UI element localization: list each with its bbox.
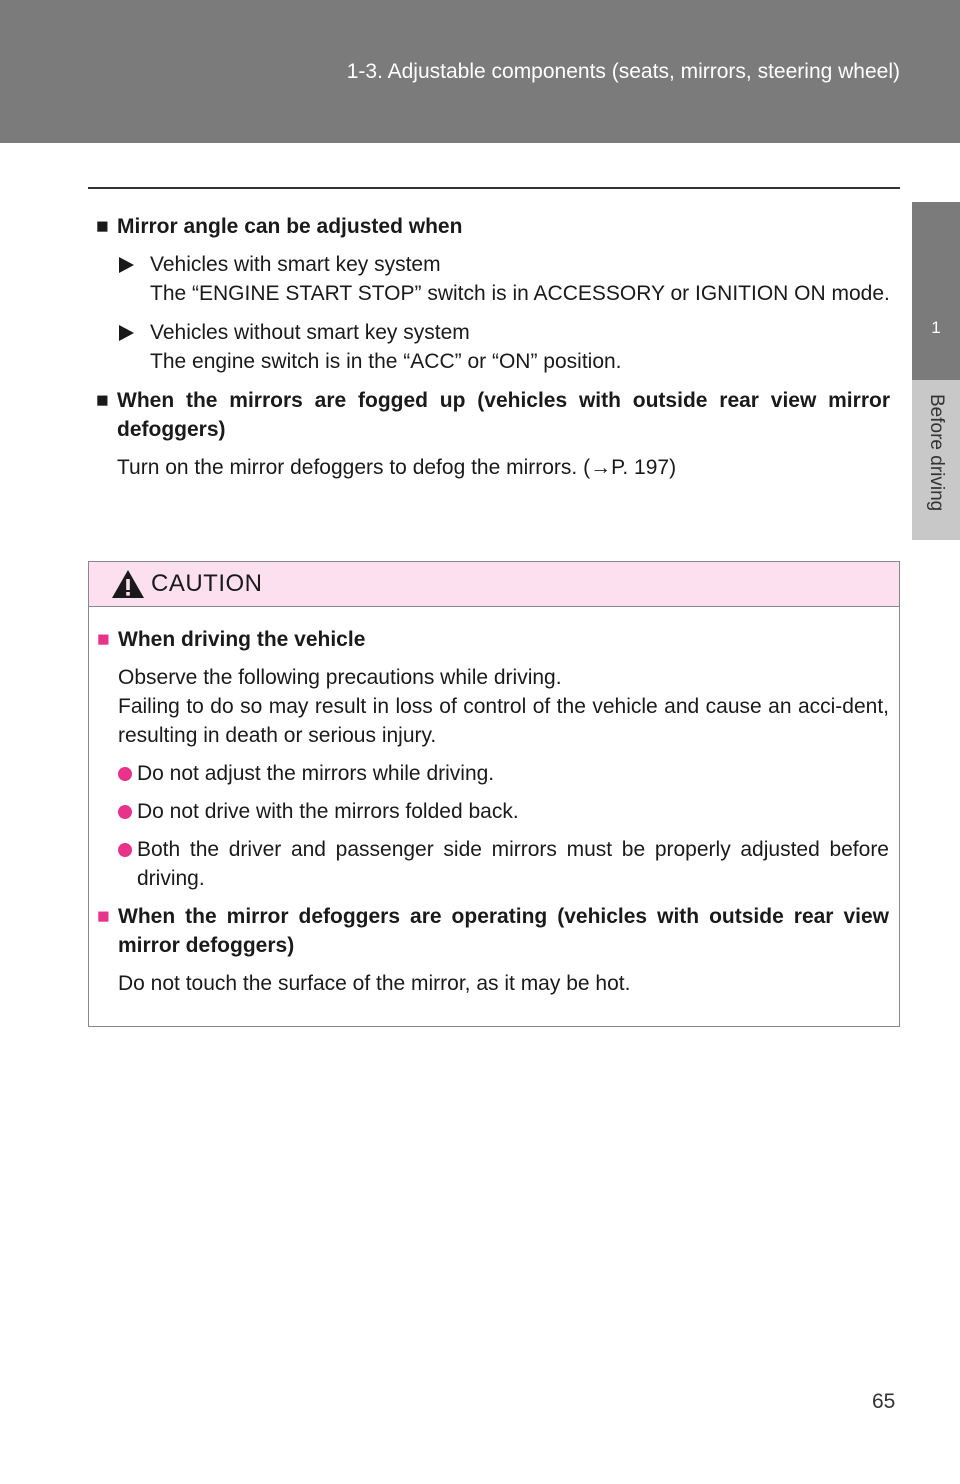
item-text: The “ENGINE START STOP” switch is in ACCESSORY or IGNITION ON mode.: [150, 282, 890, 305]
caution-text: Failing to do so may result in loss of control of the vehicle and cause an acci-dent, resulting in death or serious injury.: [118, 695, 889, 747]
square-marker-icon: ■: [96, 215, 109, 238]
section-body: Turn on the mirror defoggers to defog the mirrors. (→P. 197): [117, 456, 677, 479]
caution-title: CAUTION: [151, 570, 263, 597]
caution-section-heading: ■ When the mirror defoggers are operating (vehicles with outside rear view mirror defoggers): [97, 902, 889, 960]
main-content: [96, 212, 890, 482]
caution-box: [88, 561, 900, 1027]
arrow-right-icon: [119, 325, 134, 341]
page-number: 65: [872, 1390, 896, 1413]
chapter-title: 1-3. Adjustable components (seats, mirrors, steering wheel): [346, 60, 900, 83]
caution-bullet: Both the driver and passenger side mirrors must be properly adjusted before driving.: [97, 835, 889, 893]
side-tab-number: 1: [931, 318, 941, 337]
item-text: The engine switch is in the “ACC” or “ON” position.: [150, 350, 622, 373]
item-title: Vehicles without smart key system: [150, 321, 470, 344]
bullet-dot-icon: [118, 767, 132, 781]
list-item: [96, 250, 890, 308]
item-title: Vehicles with smart key system: [150, 253, 441, 276]
caution-section-heading: ■ When driving the vehicle: [97, 625, 889, 654]
square-marker-icon: ■: [97, 628, 110, 651]
section-heading: ■ Mirror angle can be adjusted when: [96, 212, 890, 241]
square-marker-icon: ■: [96, 389, 109, 412]
caution-body: [89, 607, 899, 998]
list-item: [96, 318, 890, 376]
bullet-dot-icon: [118, 843, 132, 857]
bullet-dot-icon: [118, 805, 132, 819]
arrow-right-icon: [119, 257, 134, 273]
square-marker-icon: ■: [97, 905, 110, 928]
caution-header: [89, 562, 899, 607]
warning-triangle-icon: [111, 568, 145, 600]
caution-text: Observe the following precautions while driving.: [118, 666, 562, 689]
side-tab-label-box: [912, 380, 960, 540]
page-header: [0, 0, 960, 143]
caution-text: Do not touch the surface of the mirror, as it may be hot.: [118, 972, 631, 995]
section-heading: ■ When the mirrors are fogged up (vehicles with outside rear view mirror defoggers): [96, 386, 890, 444]
caution-bullet: Do not adjust the mirrors while driving.: [97, 759, 889, 788]
caution-bullet: Do not drive with the mirrors folded back.: [97, 797, 889, 826]
side-tab-label: Before driving: [926, 394, 947, 512]
side-tab-number-box: [912, 202, 960, 380]
header-divider: [88, 187, 900, 189]
